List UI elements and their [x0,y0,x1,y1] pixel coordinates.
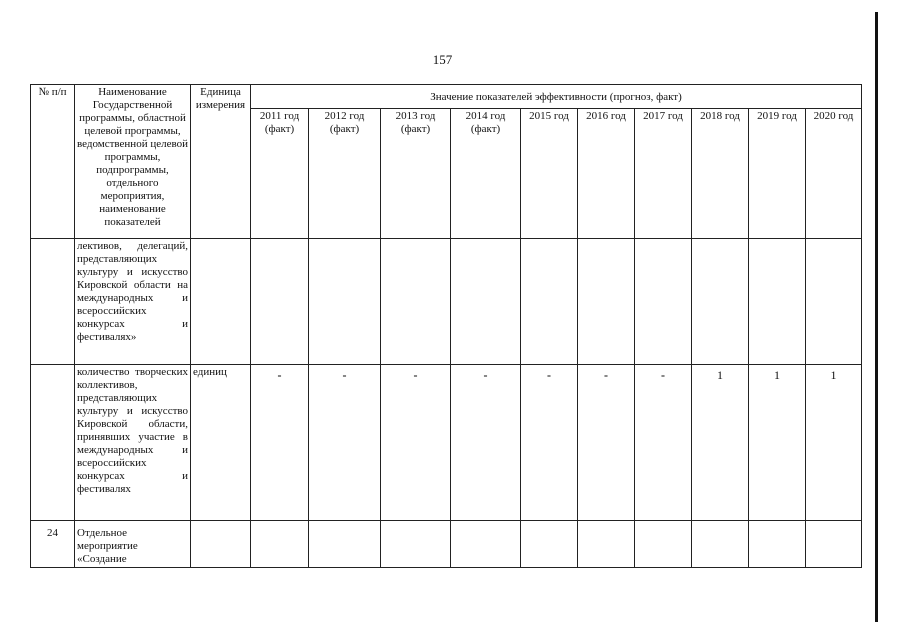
value-cell [749,239,806,365]
value-cell [451,521,521,568]
value-cell [381,521,451,568]
indicator-name: количество творческих коллективов, представляющих культуру и искусство Кировской области, принявших участие в международных и всероссийских конкурсах и фестивалях [75,365,191,521]
page-number: 157 [432,52,453,67]
year-header: 2017 год [635,109,692,239]
year-header: 2013 год (факт) [381,109,451,239]
unit-cell: единиц [191,365,251,521]
value-cell [309,521,381,568]
value-cell: - [635,365,692,521]
value-cell [692,521,749,568]
year-header: 2018 год [692,109,749,239]
year-header: 2019 год [749,109,806,239]
value-cell [521,239,578,365]
value-cell [635,521,692,568]
value-cell: - [578,365,635,521]
value-cell: - [309,365,381,521]
indicator-name: лективов, делегаций, представляющих культуру и искусство Кировской области на международных и всероссийских конкурсах и фестивалях» [75,239,191,365]
value-cell [806,239,862,365]
value-cell [251,239,309,365]
unit-cell [191,521,251,568]
value-cell [692,239,749,365]
row-number [31,365,75,521]
value-cell [635,239,692,365]
value-cell [521,521,578,568]
value-cell [749,521,806,568]
value-cell: - [451,365,521,521]
header-col-name: Наименование Государственной программы, областной целевой программы, ведомственной целевой программы, подпрограммы, отдельного мероприятия, наименование показателей [75,85,191,239]
header-col-num: № п/п [31,85,75,239]
year-header: 2012 год (факт) [309,109,381,239]
value-cell: - [521,365,578,521]
header-row-top [31,85,862,109]
value-cell: - [381,365,451,521]
header-col-values: Значение показателей эффективности (прогноз, факт) [251,85,862,109]
year-header: 2011 год (факт) [251,109,309,239]
year-header: 2014 год (факт) [451,109,521,239]
value-cell [578,239,635,365]
value-cell [578,521,635,568]
value-cell: 1 [806,365,862,521]
value-cell [381,239,451,365]
row-number: 24 [31,521,75,568]
value-cell: 1 [749,365,806,521]
scan-edge-line [875,12,878,622]
value-cell: 1 [692,365,749,521]
value-cell [451,239,521,365]
value-cell: - [251,365,309,521]
indicator-name: Отдельное мероприятие «Создание [75,521,191,568]
header-col-unit: Единица измерения [191,85,251,239]
indicators-table [30,84,862,568]
value-cell [309,239,381,365]
value-cell [806,521,862,568]
table-row [31,239,862,365]
year-header: 2015 год [521,109,578,239]
table-row [31,521,862,568]
value-cell [251,521,309,568]
unit-cell [191,239,251,365]
row-number [31,239,75,365]
table-row [31,365,862,521]
year-header: 2020 год [806,109,862,239]
year-header: 2016 год [578,109,635,239]
